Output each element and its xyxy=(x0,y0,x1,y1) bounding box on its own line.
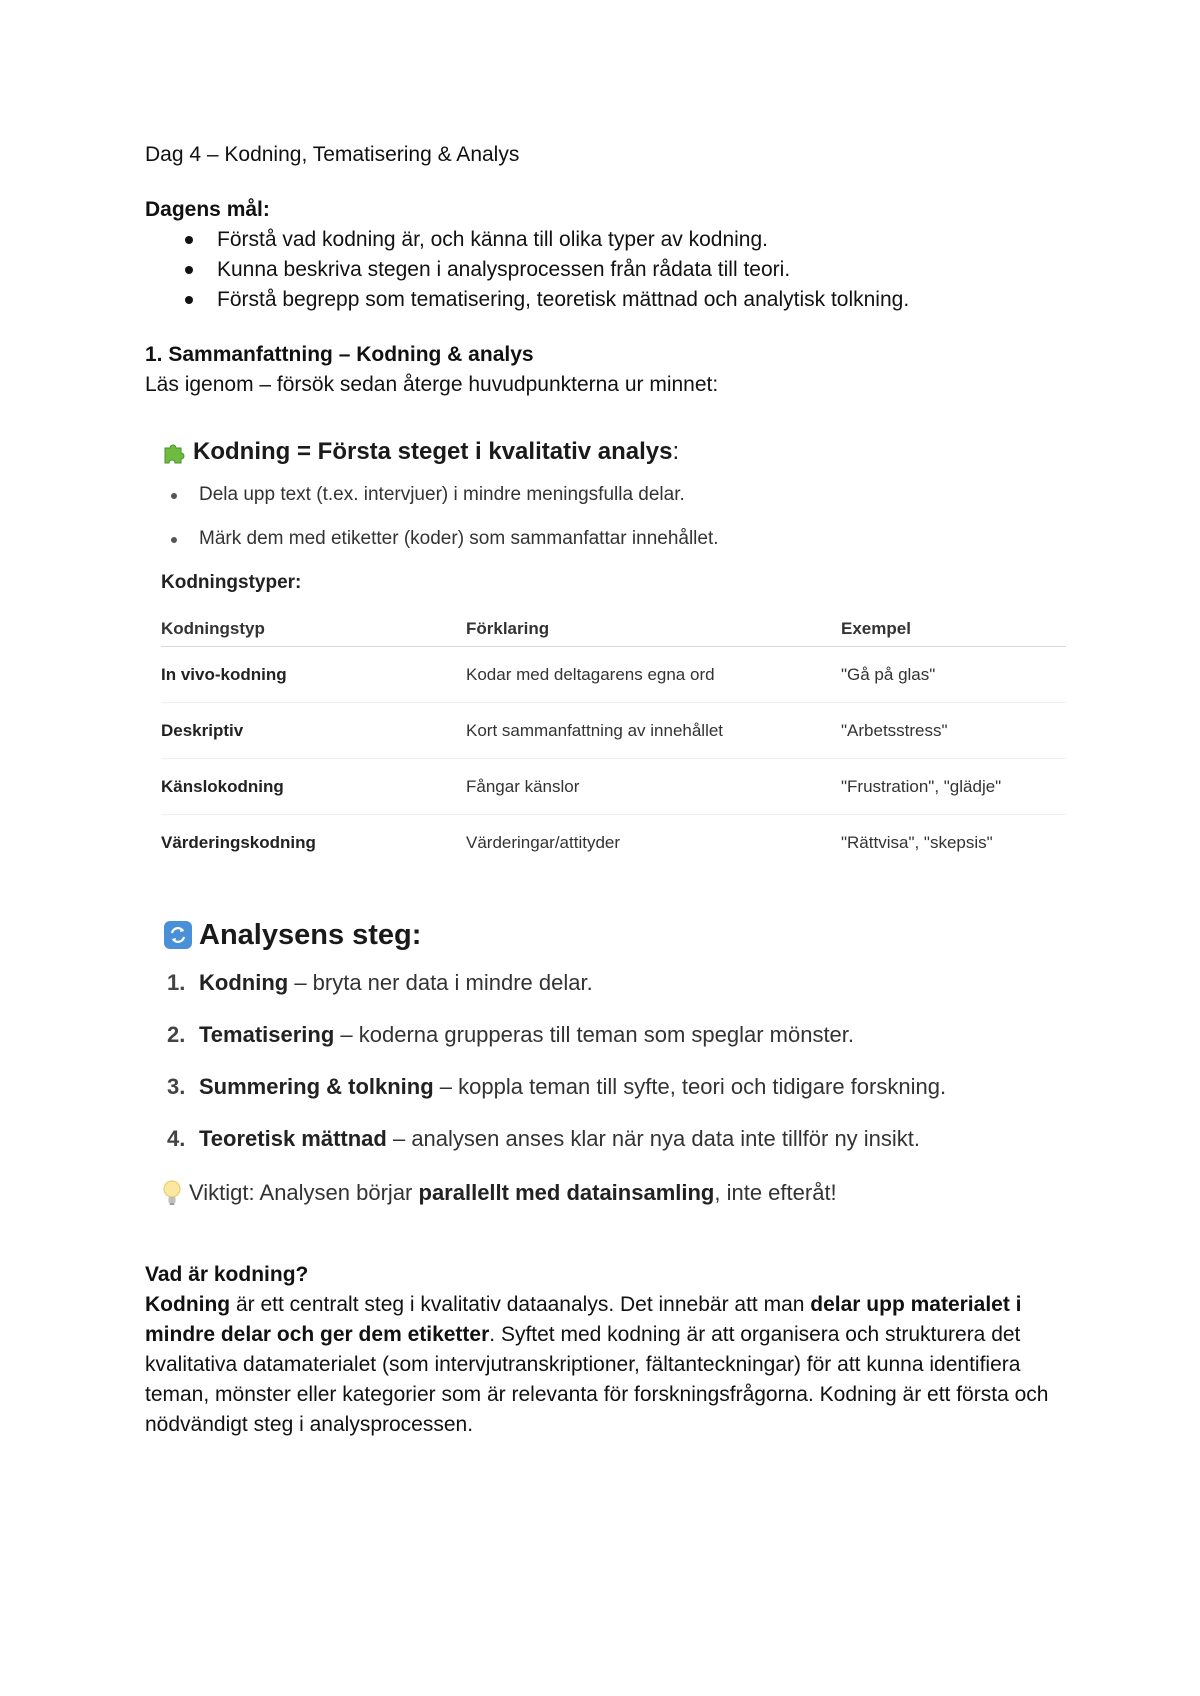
tip-bold: parallellt med datainsamling xyxy=(418,1180,715,1205)
goals-heading: Dagens mål: xyxy=(145,198,270,221)
table-cell: Värderingar/attityder xyxy=(466,832,621,852)
table-row xyxy=(161,647,1066,703)
table-row xyxy=(161,703,1066,759)
lightbulb-icon xyxy=(161,1178,183,1208)
kodningstyper-table xyxy=(161,612,1066,870)
step-number: 4. xyxy=(167,1126,186,1151)
goal-text: Förstå vad kodning är, och känna till olika typer av kodning. xyxy=(217,228,768,251)
step-text: – analysen anses klar när nya data inte tillför ny insikt. xyxy=(386,1126,921,1151)
table-cell: "Arbetsstress" xyxy=(841,703,1066,759)
kodning-heading-colon: : xyxy=(672,438,680,465)
vad-text: är ett centralt steg i kvalitativ dataanalys. Det innebär att man xyxy=(230,1293,811,1316)
table-row xyxy=(161,815,1066,871)
table-cell: Kort sammanfattning av innehållet xyxy=(466,703,841,759)
goal-item xyxy=(145,285,1065,315)
analys-steps xyxy=(161,970,1066,1152)
goal-item xyxy=(145,255,1065,285)
column-header: Exempel xyxy=(841,612,1066,647)
analys-step xyxy=(161,1126,1066,1152)
tip-prefix: Viktigt: Analysen börjar xyxy=(189,1180,419,1205)
kodning-bullet xyxy=(161,484,1066,506)
tip-suffix: , inte efteråt! xyxy=(714,1180,837,1205)
tip-note xyxy=(161,1178,1066,1208)
vad-paragraph xyxy=(145,1290,1065,1440)
step-term: Summering & tolkning xyxy=(199,1074,434,1099)
bullet-icon xyxy=(171,537,177,543)
step-term: Kodning xyxy=(199,970,289,995)
goal-text: Förstå begrepp som tematisering, teoretisk mättnad och analytisk tolkning. xyxy=(217,288,910,311)
column-header: Förklaring xyxy=(466,612,841,647)
step-number: 3. xyxy=(167,1074,186,1099)
kodning-bullet-text: Märk dem med etiketter (koder) som sammanfattar innehållet. xyxy=(199,528,719,549)
table-header-row xyxy=(161,612,1066,647)
kodning-bullet xyxy=(161,528,1066,550)
step-text: – koderna grupperas till teman som speglar mönster. xyxy=(334,1022,855,1047)
bullet-icon xyxy=(185,296,193,304)
step-text: – koppla teman till syfte, teori och tidigare forskning. xyxy=(433,1074,947,1099)
kodning-bullets xyxy=(161,484,1066,550)
table-cell: Känslokodning xyxy=(161,759,466,815)
table-row xyxy=(161,759,1066,815)
kodning-heading-text: Kodning = Första steget i kvalitativ analys xyxy=(193,438,673,465)
cycle-arrows-icon xyxy=(161,918,195,952)
bullet-icon xyxy=(171,493,177,499)
vad-ar-kodning-section xyxy=(145,1260,1065,1440)
goal-text: Kunna beskriva stegen i analysprocessen från rådata till teori. xyxy=(217,258,791,281)
kodning-bullet-text: Dela upp text (t.ex. intervjuer) i mindre meningsfulla delar. xyxy=(199,484,685,505)
analys-heading xyxy=(161,910,1066,960)
step-text: – bryta ner data i mindre delar. xyxy=(288,970,593,995)
vad-text: . Syftet med kodning är att organisera och strukturera det kvalitativa datamaterialet (som intervjutranskriptioner, fältanteckningar) för att kunna identifiera teman, mönster eller kategorier som är relevanta för forskningsfrågorna. Kodning är ett första och nödvändigt steg i analysprocessen. xyxy=(145,1323,1049,1436)
bullet-icon xyxy=(185,236,193,244)
analys-step xyxy=(161,1074,1066,1100)
table-cell: Deskriptiv xyxy=(161,703,466,759)
bullet-icon xyxy=(185,266,193,274)
analys-heading-text: Analysens steg: xyxy=(199,918,422,951)
embedded-summary xyxy=(145,430,1066,1208)
step-term: Tematisering xyxy=(199,1022,335,1047)
table-cell: "Gå på glas" xyxy=(841,647,1066,703)
analys-step xyxy=(161,1022,1066,1048)
vad-heading: Vad är kodning? xyxy=(145,1263,309,1286)
step-number: 1. xyxy=(167,970,186,995)
document-page xyxy=(145,140,1065,1440)
vad-bold: delar upp materialet i mindre delar och ger dem etiketter xyxy=(145,1293,1022,1346)
table-cell: In vivo-kodning xyxy=(161,647,466,703)
kodningstyper-title: Kodningstyper: xyxy=(161,572,302,593)
vad-term: Kodning xyxy=(145,1293,231,1316)
table-cell: "Rättvisa", "skepsis" xyxy=(841,832,993,852)
column-header: Kodningstyp xyxy=(161,612,466,647)
goals-list xyxy=(145,225,1065,315)
document-title: Dag 4 – Kodning, Tematisering & Analys xyxy=(145,143,520,166)
goal-item xyxy=(145,225,1065,255)
kodning-heading xyxy=(161,430,1066,474)
step-number: 2. xyxy=(167,1022,186,1047)
section1-intro: Läs igenom – försök sedan återge huvudpunkterna ur minnet: xyxy=(145,373,719,396)
table-cell: Värderingskodning xyxy=(161,832,316,852)
table-cell: Fångar känslor xyxy=(466,759,841,815)
table-cell: Kodar med deltagarens egna ord xyxy=(466,647,841,703)
step-term: Teoretisk mättnad xyxy=(199,1126,387,1151)
puzzle-piece-icon xyxy=(161,439,187,465)
analys-step xyxy=(161,970,1066,996)
table-cell: "Frustration", "glädje" xyxy=(841,759,1066,815)
section1-heading: 1. Sammanfattning – Kodning & analys xyxy=(145,343,534,366)
